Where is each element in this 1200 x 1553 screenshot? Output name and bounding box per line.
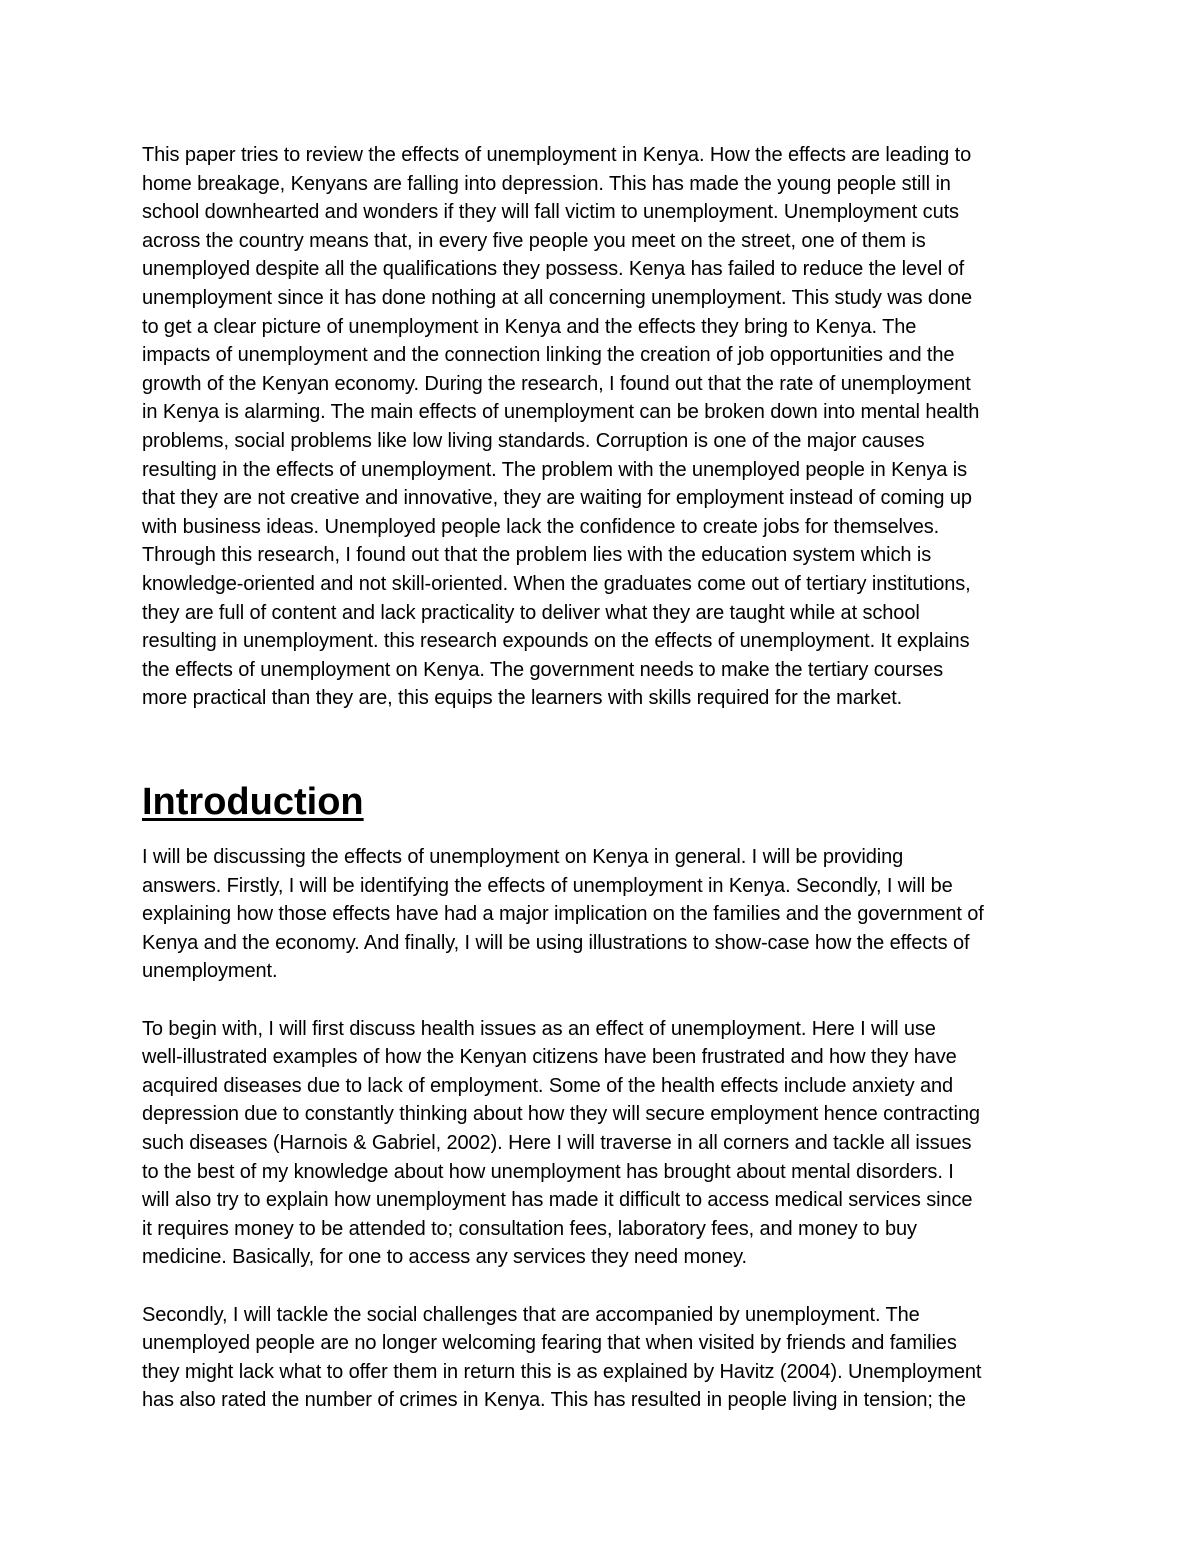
intro-paragraph-1-line: answers. Firstly, I will be identifying the effects of unemployment in Kenya. Secondly, I will be [142, 874, 953, 897]
intro-paragraph-2-line: such diseases (Harnois & Gabriel, 2002). Here I will traverse in all corners and tackle all issues [142, 1132, 972, 1154]
abstract-line: resulting in unemployment. this research expounds on the effects of unemployment. It explains [142, 630, 970, 653]
abstract-line: This paper tries to review the effects of unemployment in Kenya. How the effects are leading to [142, 144, 972, 166]
abstract-line: unemployed despite all the qualifications they possess. Kenya has failed to reduce the level of [142, 258, 965, 281]
abstract-line: school downhearted and wonders if they will fall victim to unemployment. Unemployment cuts [142, 201, 959, 224]
abstract-line: Through this research, I found out that the problem lies with the education system which is [142, 544, 932, 567]
intro-paragraph-3-line: Secondly, I will tackle the social challenges that are accompanied by unemployment. The [142, 1303, 920, 1326]
intro-paragraph-2-line: will also try to explain how unemployment has made it difficult to access medical services since [142, 1189, 973, 1212]
intro-paragraph-1-line: Kenya and the economy. And finally, I will be using illustrations to show-case how the effects of [142, 931, 970, 954]
intro-paragraph-2-line: depression due to constantly thinking about how they will secure employment hence contracting [142, 1103, 980, 1126]
abstract-line: they are full of content and lack practicality to deliver what they are taught while at school [142, 601, 920, 624]
intro-paragraph-1-line: unemployment. [142, 960, 278, 983]
abstract-line: growth of the Kenyan economy. During the research, I found out that the rate of unemployment [142, 372, 971, 395]
abstract-line: across the country means that, in every five people you meet on the street, one of them is [142, 229, 926, 252]
intro-paragraph-1-line: I will be discussing the effects of unemployment on Kenya in general. I will be providing [142, 846, 904, 868]
abstract-line: impacts of unemployment and the connection linking the creation of job opportunities and the [142, 344, 955, 367]
abstract-line: knowledge-oriented and not skill-oriented. When the graduates come out of tertiary institutions, [142, 573, 971, 595]
section-heading-introduction: Introduction [142, 781, 364, 823]
abstract-line: with business ideas. Unemployed people lack the confidence to create jobs for themselves. [142, 515, 940, 538]
abstract-line: in Kenya is alarming. The main effects of unemployment can be broken down into mental health [142, 401, 980, 424]
intro-paragraph-3-line: unemployed people are no longer welcoming fearing that when visited by friends and families [142, 1332, 957, 1355]
intro-paragraph-1-line: explaining how those effects have had a major implication on the families and the government of [142, 903, 984, 926]
abstract-line: more practical than they are, this equips the learners with skills required for the market. [142, 687, 903, 710]
abstract-line: the effects of unemployment on Kenya. The government needs to make the tertiary courses [142, 658, 944, 681]
intro-paragraph-2-line: To begin with, I will first discuss health issues as an effect of unemployment. Here I will use [142, 1017, 936, 1040]
intro-paragraph-2-line: acquired diseases due to lack of employment. Some of the health effects include anxiety and [142, 1074, 954, 1097]
intro-paragraph-3-line: has also rated the number of crimes in Kenya. This has resulted in people living in tension; the [142, 1389, 966, 1412]
intro-paragraph-2-line: medicine. Basically, for one to access any services they need money. [142, 1246, 747, 1269]
abstract-line: to get a clear picture of unemployment in Kenya and the effects they bring to Kenya. The [142, 315, 917, 338]
intro-paragraph-2-line: well-illustrated examples of how the Kenyan citizens have been frustrated and how they have [142, 1046, 957, 1069]
abstract-line: resulting in the effects of unemployment. The problem with the unemployed people in Kenya is [142, 458, 968, 481]
abstract-line: unemployment since it has done nothing at all concerning unemployment. This study was done [142, 287, 973, 309]
intro-paragraph-2-line: to the best of my knowledge about how unemployment has brought about mental disorders. I [142, 1160, 954, 1183]
abstract-line: home breakage, Kenyans are falling into depression. This has made the young people still in [142, 172, 951, 195]
intro-paragraph-2-line: it requires money to be attended to; consultation fees, laboratory fees, and money to buy [142, 1217, 917, 1240]
abstract-line: that they are not creative and innovative, they are waiting for employment instead of coming up [142, 487, 972, 510]
intro-paragraph-3-line: they might lack what to offer them in return this is as explained by Havitz (2004). Unemployment [142, 1360, 982, 1383]
abstract-line: problems, social problems like low living standards. Corruption is one of the major causes [142, 430, 925, 452]
